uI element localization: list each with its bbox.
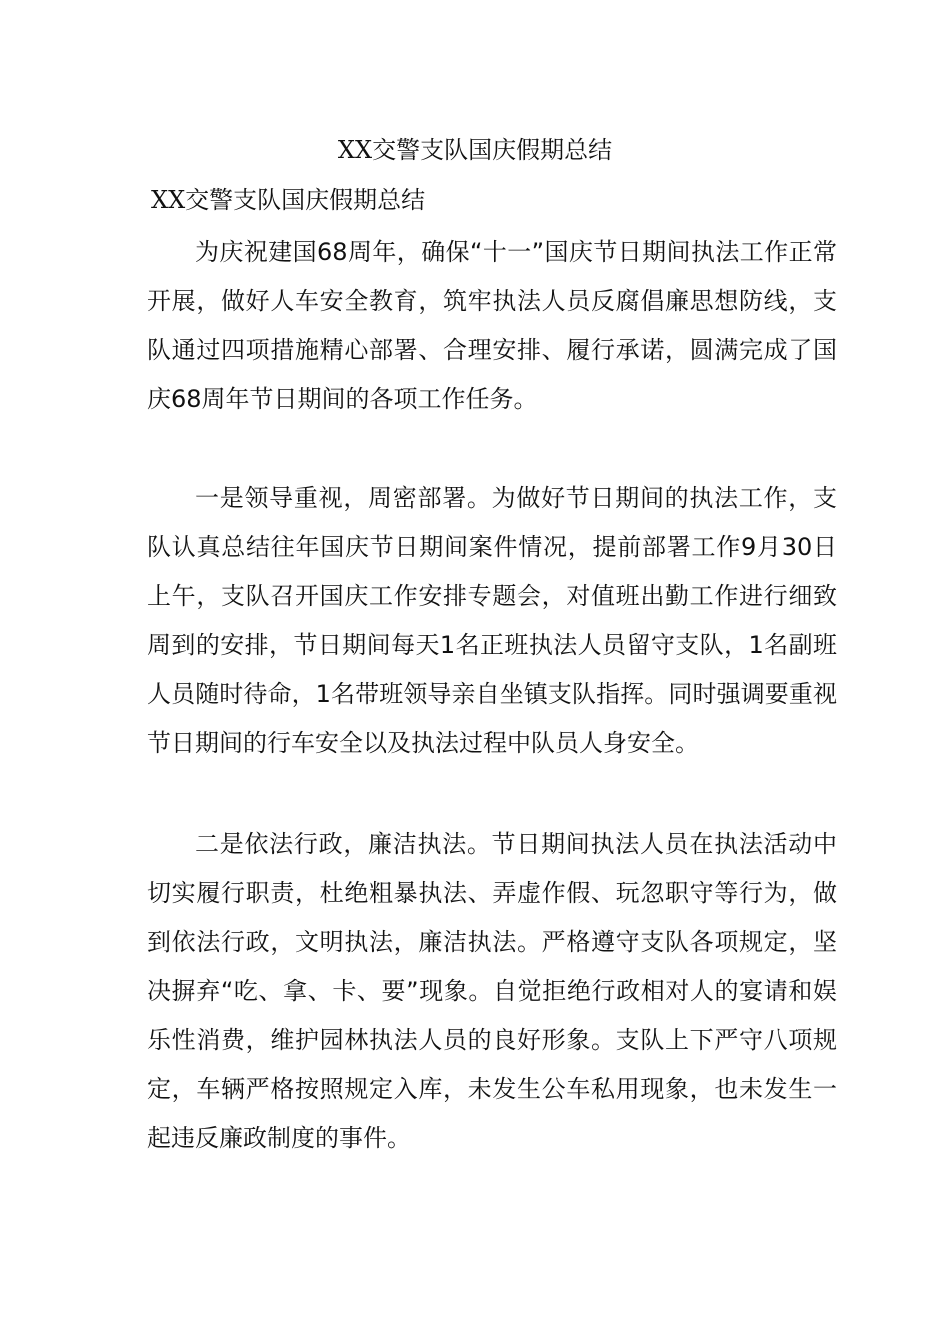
paragraph-intro: 为庆祝建国68周年，确保“十一”国庆节日期间执法工作正常开展，做好人车安全教育，筑牢执法人员反腐倡廉思想防线，支队通过四项措施精心部署、合理安排、履行承诺，圆满完成了国庆68周年节日期间的各项工作任务。 <box>147 238 837 413</box>
paragraph-integrity: 二是依法行政，廉洁执法。节日期间执法人员在执法活动中切实履行职责，杜绝粗暴执法、弄虚作假、玩忽职守等行为，做到依法行政，文明执法，廉洁执法。严格遵守支队各项规定，坚决摒弃“吃、拿、卡、要”现象。自觉拒绝行政相对人的宴请和娱乐性消费，维护园林执法人员的良好形象。支队上下严守八项规定，车辆严格按照规定入库，未发生公车私用现象，也未发生一起违反廉政制度的事件。 <box>147 830 837 1152</box>
paragraph-leadership: 一是领导重视，周密部署。为做好节日期间的执法工作，支队认真总结往年国庆节日期间案件情况，提前部署工作9月30日上午，支队召开国庆工作安排专题会，对值班出勤工作进行细致周到的安排，节日期间每天1名正班执法人员留守支队，1名副班人员随时待命，1名带班领导亲自坐镇支队指挥。同时强调要重视节日期间的行车安全以及执法过程中队员人身安全。 <box>147 484 837 757</box>
document-title: XX交警支队国庆假期总结 <box>337 136 613 164</box>
document-subtitle: XX交警支队国庆假期总结 <box>151 186 426 214</box>
